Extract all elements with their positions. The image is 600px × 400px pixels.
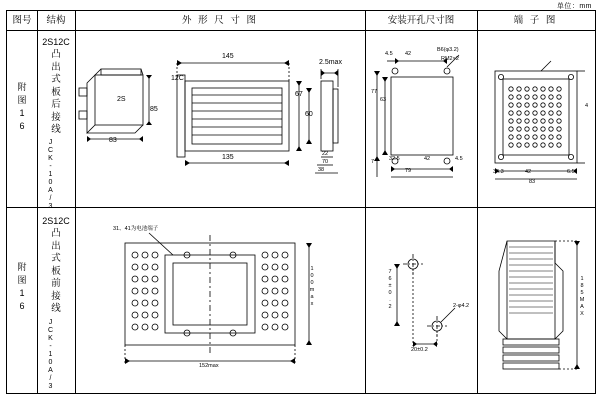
row1-model: 2S12C — [42, 37, 70, 47]
dim-m-42: 42 — [424, 156, 431, 162]
dim-22: 22 — [322, 151, 329, 157]
dim-t-6-5: 6.5 — [567, 169, 575, 175]
dimension-table — [6, 10, 596, 394]
dim-185max: 185MAX — [579, 276, 585, 318]
row1-fig-no: 附 图 1 6 — [17, 82, 27, 131]
dim-152max: 152max — [199, 363, 219, 369]
dim-m-42-top: 42 — [405, 51, 412, 57]
dim-t-83: 83 — [529, 179, 536, 185]
dim-38: 38 — [318, 167, 325, 173]
row2-structure: 凸 出 式 板 前 接 线 — [51, 228, 61, 314]
header-sep — [7, 30, 595, 31]
row2-outline-drawing — [87, 221, 357, 381]
header-terminal: 端 子 图 — [513, 15, 558, 26]
dim-2-5max: 2.5max — [319, 59, 342, 66]
row1-terminal-drawing — [481, 35, 591, 203]
row1-series: JCK-10A/3 — [47, 139, 54, 211]
dim-t-34-3: 34.3 — [493, 169, 504, 175]
dim-m-63: 63 — [380, 97, 387, 103]
dim-m-7: 7 — [371, 159, 375, 165]
dim-76: 76±0.2 — [387, 269, 393, 311]
dim-m-79: 79 — [405, 168, 412, 174]
row2-terminal-drawing — [485, 223, 590, 381]
dim-145: 145 — [222, 53, 234, 60]
dim-m-4-5: 4.5 — [455, 156, 463, 162]
dim-83: 83 — [109, 137, 117, 144]
header-mounting: 安装开孔尺寸图 — [387, 15, 455, 26]
header-structure: 结构 — [46, 15, 66, 26]
dim-thread: RM2×2 — [441, 56, 459, 62]
dim-2-phi4-2: 2-φ4.2 — [453, 303, 470, 309]
row1-structure: 凸 出 式 板 后 接 线 — [51, 49, 61, 135]
dim-67: 67 — [295, 91, 303, 98]
header-fig-no: 图号 — [12, 15, 32, 26]
dim-20: 20±0.2 — [411, 347, 428, 353]
dim-60: 60 — [305, 111, 313, 118]
dim-m-4-5-top: 4.5 — [385, 51, 393, 57]
dim-2s: 2S — [117, 96, 126, 103]
col-sep-2 — [75, 11, 76, 393]
unit-note: 单位：mm — [556, 3, 592, 10]
dim-100max: 100max — [309, 266, 315, 308]
col-sep-3 — [365, 11, 366, 393]
dim-t-4: 4 — [585, 103, 589, 109]
row2-fig-no: 附 图 1 6 — [17, 262, 27, 311]
dim-70: 70 — [322, 159, 329, 165]
dim-m-77: 77 — [371, 89, 378, 95]
dim-t-42: 42 — [525, 169, 532, 175]
dim-screw: B6(φ3.2) — [437, 47, 459, 53]
row2-note: 31、41为电池端子 — [113, 226, 159, 232]
col-sep-4 — [477, 11, 478, 393]
dim-12c: 12C — [171, 75, 184, 82]
row2-model: 2S12C — [42, 216, 70, 226]
dim-m-32-5: 32.5 — [389, 156, 400, 162]
row2-series: JCK-10A/3 — [47, 319, 54, 391]
header-outline: 外 形 尺 寸 图 — [181, 15, 259, 26]
dim-85: 85 — [150, 106, 158, 113]
row-sep — [7, 207, 595, 208]
dim-135: 135 — [222, 154, 234, 161]
